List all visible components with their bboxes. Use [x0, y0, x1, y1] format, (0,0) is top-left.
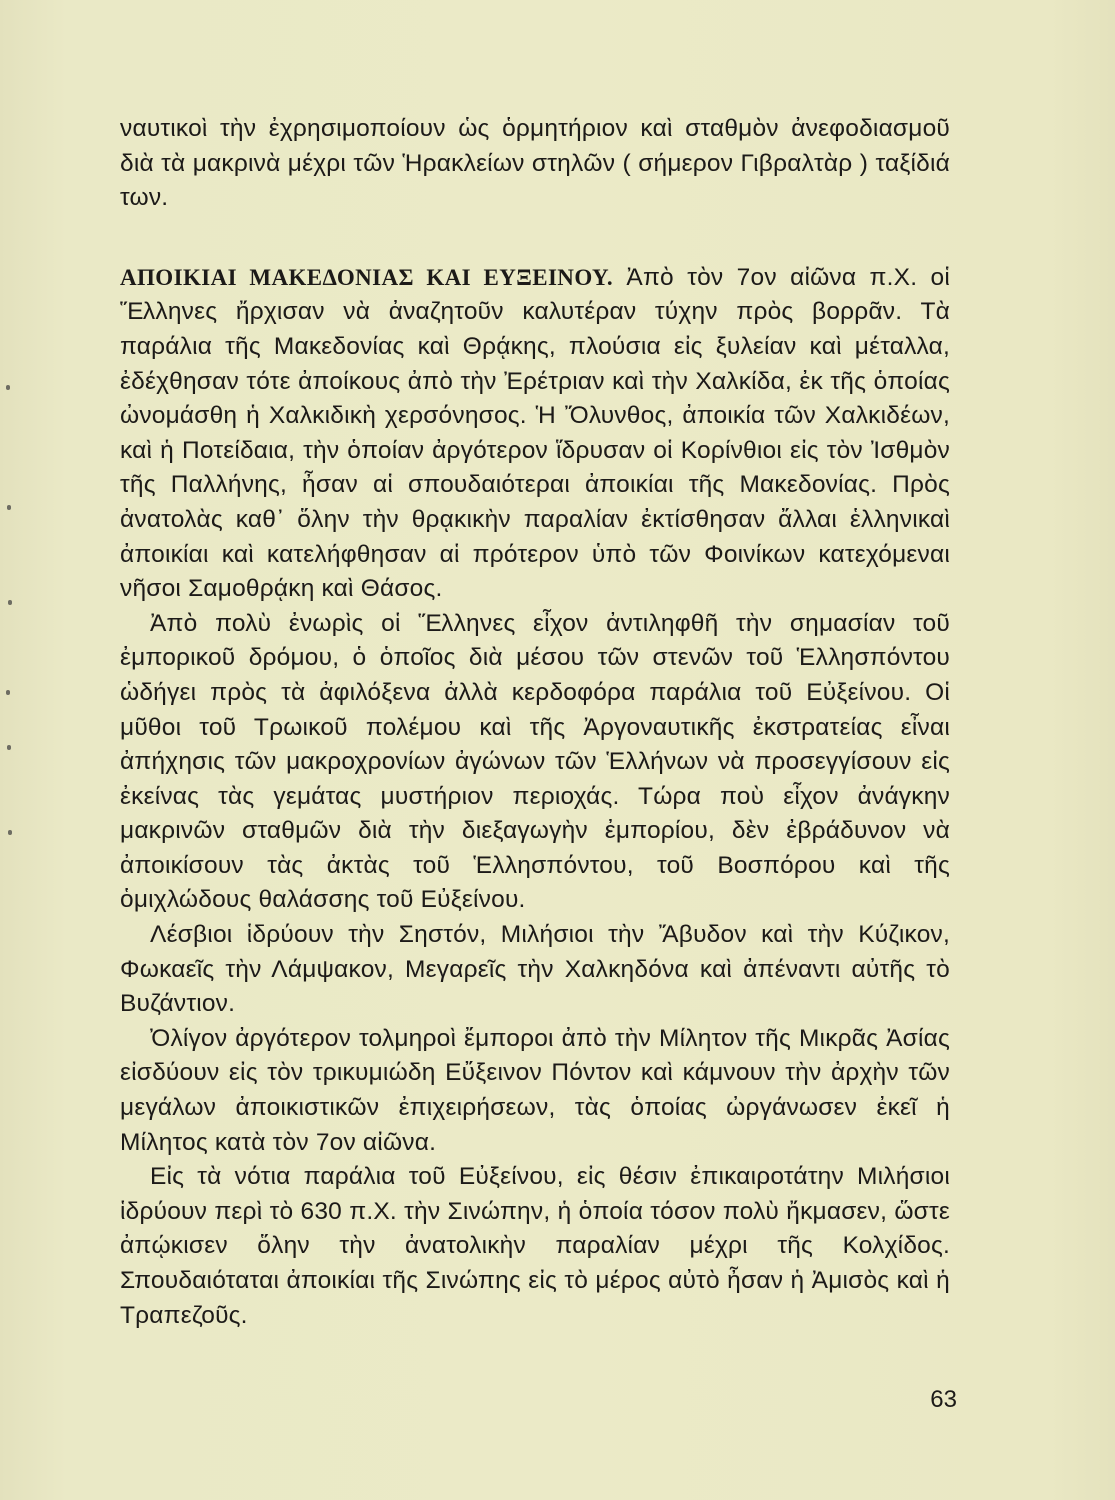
scan-speck [6, 690, 10, 695]
paragraph-with-heading [120, 261, 950, 607]
paragraph-text: Ἀπὸ πολὺ ἐνωρὶς οἱ Ἕλληνες εἶχον ἀντιληφθῆ τὴν σημασίαν τοῦ ἐμπορικοῦ δρόμου, ὁ ὁποῖος διὰ μέσου τῶν στενῶν τοῦ Ἑλλησπόντου ὡδήγει πρὸς τὰ ἀφιλόξενα ἀλλὰ κερδοφόρα παράλια τοῦ Εὐξείνου. Οἱ μῦθοι τοῦ Τρωικοῦ πολέμου καὶ τῆς Ἀργοναυτικῆς ἐκστρατείας εἶναι ἀπήχησις τῶν μακροχρονίων ἀγώνων τῶν Ἑλλήνων νὰ προσεγγίσουν εἰς ἐκείνας τὰς γεμάτας μυστήριον περιοχάς. Τώρα ποὺ εἶχον ἀνάγκην μακρινῶν σταθμῶν διὰ τὴν διεξαγωγὴν ἐμπορίου, δὲν ἐβράδυνον νὰ ἀποικίσουν τὰς ἀκτὰς τοῦ Ἑλλησπόντου, τοῦ Βοσπόρου καὶ τῆς ὁμιχλώδους θαλάσσης τοῦ Εὐξείνου. [120, 609, 950, 914]
paragraph [120, 918, 950, 1022]
section-heading: ΑΠΟΙΚΙΑΙ ΜΑΚΕΔΟΝΙΑΣ ΚΑΙ ΕΥΞΕΙΝΟΥ. [120, 264, 614, 290]
paragraph [120, 607, 950, 918]
scan-speck [6, 385, 10, 390]
page-number: 63 [930, 1386, 957, 1413]
scan-speck [8, 600, 12, 605]
paragraph-text: Ἀπὸ τὸν 7ον αἰῶνα π.Χ. οἱ Ἕλληνες ἤρχισαν νὰ ἀναζητοῦν καλυτέραν τύχην πρὸς βορρᾶν. Τὰ παράλια τῆς Μακεδονίας καὶ Θρᾴκης, πλούσια εἰς ξυλείαν καὶ μέταλλα, ἐδέχθησαν τότε ἀποίκους ἀπὸ τὴν Ἐρέτριαν καὶ τὴν Χαλκίδα, ἐκ τῆς ὁποίας ὠνομάσθη ἡ Χαλκιδικὴ χερσόνησος. Ἡ Ὄλυνθος, ἀποικία τῶν Χαλκιδέων, καὶ ἡ Ποτείδαια, τὴν ὁποίαν ἀργότερον ἵδρυσαν οἱ Κορίνθιοι εἰς τὸν Ἰσθμὸν τῆς Παλλήνης, ἦσαν αἱ σπουδαιότεραι ἀποικίαι τῆς Μακεδονίας. Πρὸς ἀνατολὰς καθ᾽ ὅλην τὴν θρᾳκικὴν παραλίαν ἐκτίσθησαν ἄλλαι ἑλληνικαὶ ἀποικίαι καὶ κατελήφθησαν αἱ πρότερον ὑπὸ τῶν Φοινίκων κατεχόμεναι νῆσοι Σαμοθρᾴκη καὶ Θάσος. [120, 263, 951, 603]
paragraph-text: Ὀλίγον ἀργότερον τολμηροὶ ἔμποροι ἀπὸ τὴν Μίλητον τῆς Μικρᾶς Ἀσίας εἰσδύουν εἰς τὸν τρικυμιώδη Εὔξεινον Πόντον καὶ κάμνουν τὴν ἀρχὴν τῶν μεγάλων ἀποικιστικῶν ἐπιχειρήσεων, τὰς ὁποίας ὠργάνωσεν ἐκεῖ ἡ Μίλητος κατὰ τὸν 7ον αἰῶνα. [120, 1024, 950, 1156]
scan-speck [8, 830, 12, 835]
body-text [120, 112, 950, 1333]
paragraph [120, 1160, 950, 1333]
scan-speck [7, 745, 11, 750]
paragraph-text: Εἰς τὰ νότια παράλια τοῦ Εὐξείνου, εἰς θέσιν ἐπικαιροτάτην Μιλήσιοι ἱδρύουν περὶ τὸ 630 π.Χ. τὴν Σινώπην, ἡ ὁποία τόσον πολὺ ἤκμασεν, ὥστε ἀπῴκισεν ὅλην τὴν ἀνατολικὴν παραλίαν μέχρι τῆς Κολχίδος. Σπουδαιόταται ἀποικίαι τῆς Σινώπης εἰς τὸ μέρος αὐτὸ ἦσαν ἡ Ἀμισὸς καὶ ἡ Τραπεζοῦς. [120, 1163, 950, 1329]
paragraph [120, 1022, 950, 1160]
paragraph-text: ναυτικοὶ τὴν ἐχρησιμοποίουν ὡς ὁρμητήριον καὶ σταθμὸν ἀνεφοδιασμοῦ διὰ τὰ μακρινὰ μέχρι τῶν Ἡρακλείων στηλῶν ( σήμερον Γιβραλτὰρ ) ταξίδιά των. [120, 115, 950, 212]
paragraph-text: Λέσβιοι ἱδρύουν τὴν Σηστόν, Μιλήσιοι τὴν Ἄβυδον καὶ τὴν Κύζικον, Φωκαεῖς τὴν Λάμψακον, Μεγαρεῖς τὴν Χαλκηδόνα καὶ ἀπέναντι αὐτῆς τὸ Βυζάντιον. [120, 921, 950, 1018]
scan-speck [7, 505, 11, 510]
paragraph [120, 112, 950, 216]
